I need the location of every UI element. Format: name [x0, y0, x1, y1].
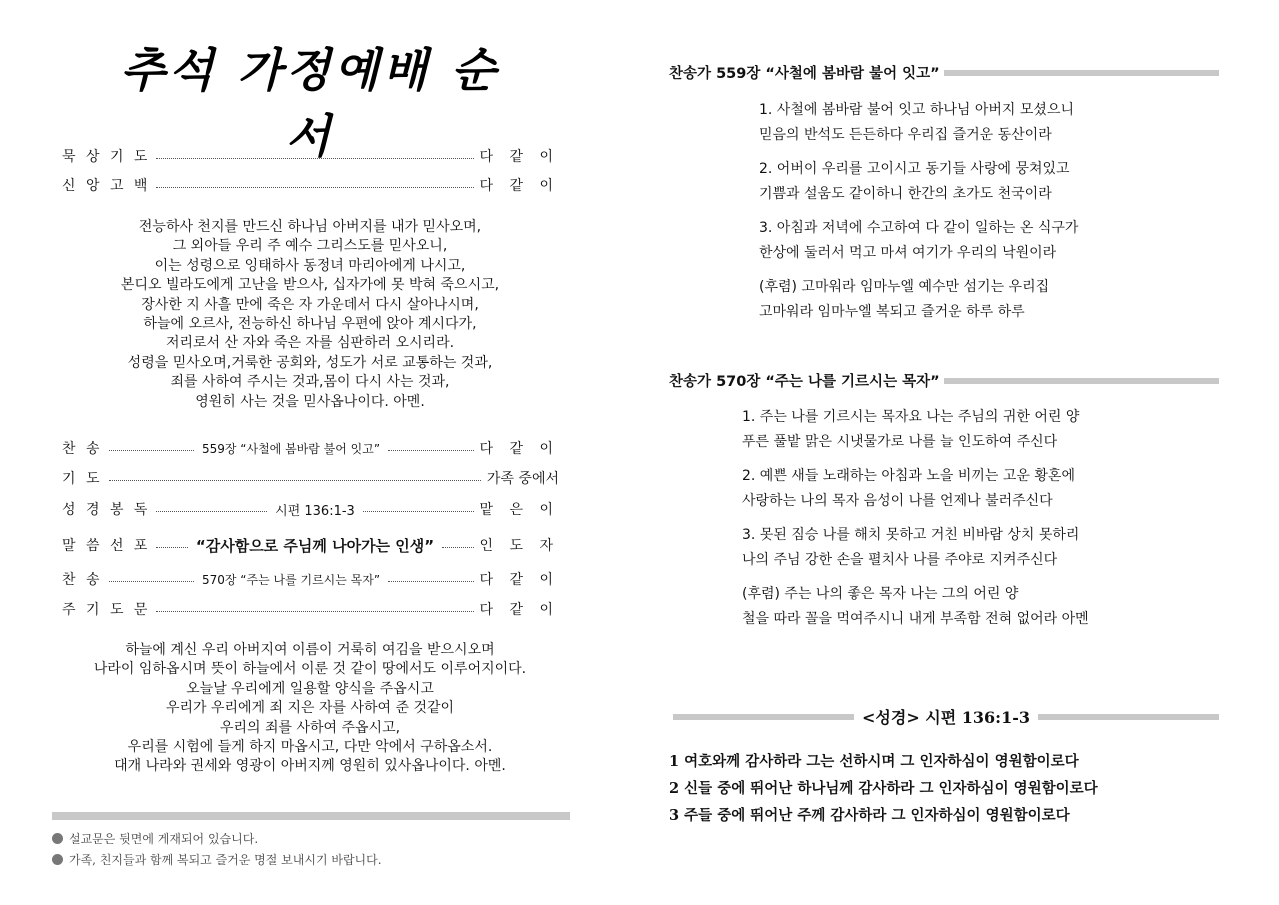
order-detail: 559장 “사철에 봄바람 불어 잇고” — [201, 441, 381, 456]
divider — [1038, 714, 1219, 720]
note-greeting — [52, 851, 382, 868]
order-row-scripture — [62, 498, 559, 520]
verse-line: 1. 사철에 봄바람 불어 잇고 하나님 아버지 모셨으니 — [759, 102, 1074, 118]
order-label: 주 기 도 문 — [62, 602, 151, 618]
prayer-line: 우리를 시험에 들게 하지 마옵시고, 다만 악에서 구하옵소서. — [127, 739, 493, 756]
page-title: 추석 가정예배 순서 — [120, 43, 500, 163]
leader-dots — [109, 450, 194, 451]
hymn-570-verses — [742, 405, 1089, 632]
leader-dots — [156, 158, 473, 159]
creed-line: 그 외아들 우리 주 예수 그리스도를 믿사오니, — [172, 238, 448, 255]
prayer-line: 오늘날 우리에게 일용할 양식을 주옵시고 — [186, 680, 434, 697]
chorus-line: (후렴) 주는 나의 좋은 목자 나는 그의 어린 양 — [742, 586, 1019, 602]
verse-line: 기쁨과 설움도 같이하니 한간의 초가도 천국이라 — [759, 186, 1052, 202]
order-row-sermon — [62, 534, 559, 556]
sermon-title: “감사함으로 주님께 나아가는 인생” — [195, 536, 435, 555]
order-row-hymn-1 — [62, 437, 559, 459]
scripture-verse: 1 여호와께 감사하라 그는 선하시며 그 인자하심이 영원함이로다 — [669, 753, 1079, 770]
order-label: 찬 송 — [62, 572, 103, 588]
verse-line: 3. 아침과 저녁에 수고하여 다 같이 일하는 온 식구가 — [759, 220, 1079, 236]
verse-line: 푸른 풀밭 맑은 시냇물가로 나를 늘 인도하여 주신다 — [742, 434, 1058, 450]
leader-dots — [156, 187, 473, 188]
leader-dots — [442, 547, 473, 548]
order-label: 말 씀 선 포 — [62, 538, 151, 554]
hymn-heading-text: 찬송가 559장 “사철에 봄바람 불어 잇고” — [669, 66, 940, 82]
hymn-heading-text: 찬송가 570장 “주는 나를 기르시는 목자” — [669, 374, 940, 390]
prayer-line: 우리의 죄를 사하여 주옵시고, — [219, 719, 401, 736]
bullet-icon — [52, 854, 63, 865]
leader-dots — [388, 581, 473, 582]
verse-line: 2. 예쁜 새들 노래하는 아침과 노을 비끼는 고운 황혼에 — [742, 468, 1075, 484]
creed-line: 죄를 사하여 주시는 것과,몸이 다시 사는 것과, — [170, 374, 450, 391]
order-row-prayer — [62, 467, 559, 489]
order-detail: 570장 “주는 나를 기르시는 목자” — [201, 572, 381, 587]
divider — [944, 378, 1219, 384]
order-performer: 가족 중에서 — [486, 471, 559, 487]
order-label: 묵 상 기 도 — [62, 149, 151, 165]
creed-line: 성령을 믿사오며,거룩한 공회와, 성도가 서로 교통하는 것과, — [127, 354, 493, 371]
verse-line: 나의 주님 강한 손을 펼치사 나를 주야로 지켜주신다 — [742, 552, 1058, 568]
creed-line: 이는 성령으로 잉태하사 동정녀 마리아에게 나시고, — [154, 257, 466, 274]
creed-line: 하늘에 오르사, 전능하신 하나님 우편에 앉아 계시다가, — [143, 316, 477, 333]
verse-line: 사랑하는 나의 목자 음성이 나를 언제나 불러주신다 — [742, 493, 1053, 509]
leader-dots — [109, 480, 481, 481]
leader-dots — [109, 581, 194, 582]
leader-dots — [388, 450, 473, 451]
order-row-hymn-2 — [62, 568, 559, 590]
order-label: 기 도 — [62, 471, 103, 487]
verse-line: 1. 주는 나를 기르시는 목자요 나는 주님의 귀한 어린 양 — [742, 409, 1080, 425]
order-row-lords-prayer — [62, 598, 559, 620]
order-performer: 인 도 자 — [479, 538, 559, 554]
order-detail: 시편 136:1-3 — [275, 503, 355, 519]
divider — [673, 714, 854, 720]
order-performer: 다 같 이 — [479, 572, 559, 588]
prayer-line: 대개 나라와 권세와 영광이 아버지께 영원히 있사옵나이다. 아멘. — [114, 758, 506, 775]
chorus-line: 철을 따라 꼴을 먹여주시니 내게 부족함 전혀 없어라 아멘 — [742, 611, 1089, 627]
order-label: 성 경 봉 독 — [62, 502, 151, 518]
lords-prayer — [50, 641, 570, 777]
leader-dots — [363, 511, 474, 512]
creed-line: 본디오 빌라도에게 고난을 받으사, 십자가에 못 박혀 죽으시고, — [120, 277, 500, 294]
order-row-silent-prayer — [62, 145, 559, 167]
hymn-559-heading — [669, 62, 1219, 83]
prayer-line: 나라이 임하옵시며 뜻이 하늘에서 이룬 것 같이 땅에서도 이루어지이다. — [93, 661, 527, 678]
note-sermon — [52, 830, 258, 847]
note-text: 가족, 친지들과 함께 복되고 즐거운 명절 보내시기 바랍니다. — [69, 853, 382, 867]
chorus-line: 고마워라 임마누엘 복되고 즐거운 하루 하루 — [759, 304, 1025, 320]
scripture-heading-text: <성경> 시편 136:1-3 — [862, 708, 1030, 727]
verse-line: 2. 어버이 우리를 고이시고 동기들 사랑에 뭉쳐있고 — [759, 161, 1070, 177]
creed-line: 저리로서 산 자와 죽은 자를 심판하러 오시리라. — [165, 335, 455, 352]
hymn-570-heading — [669, 370, 1219, 391]
divider — [944, 70, 1219, 76]
order-performer: 다 같 이 — [479, 149, 559, 165]
note-text: 설교문은 뒷면에 게재되어 있습니다. — [69, 832, 259, 846]
verse-line: 3. 못된 짐승 나를 해치 못하고 거친 비바람 상치 못하리 — [742, 527, 1080, 543]
order-label: 신 앙 고 백 — [62, 178, 151, 194]
apostles-creed — [50, 218, 570, 412]
creed-line: 전능하사 천지를 만드신 하나님 아버지를 내가 믿사오며, — [138, 219, 482, 235]
bullet-icon — [52, 833, 63, 844]
leader-dots — [156, 611, 473, 612]
leader-dots — [156, 547, 187, 548]
order-performer: 다 같 이 — [479, 178, 559, 194]
hymn-559-verses — [759, 98, 1078, 325]
verse-line: 믿음의 반석도 든든하다 우리집 즐거운 동산이라 — [759, 127, 1052, 143]
creed-line: 영원히 사는 것을 믿사옵나이다. 아멘. — [195, 393, 425, 410]
divider — [52, 812, 570, 820]
prayer-line: 하늘에 계신 우리 아버지여 이름이 거룩히 여김을 받으시오며 — [125, 642, 495, 658]
scripture-verse: 2 신들 중에 뛰어난 하나님께 감사하라 그 인자하심이 영원함이로다 — [669, 780, 1098, 797]
creed-line: 장사한 지 사흘 만에 죽은 자 가운데서 다시 살아나시며, — [141, 296, 479, 313]
scripture-heading — [673, 705, 1219, 728]
prayer-line: 우리가 우리에게 죄 지은 자를 사하여 준 것같이 — [165, 700, 455, 717]
order-performer: 다 같 이 — [479, 602, 559, 618]
leader-dots — [156, 511, 267, 512]
order-performer: 맡 은 이 — [479, 502, 559, 518]
verse-line: 한상에 둘러서 먹고 마셔 여기가 우리의 낙원이라 — [759, 245, 1057, 261]
chorus-line: (후렴) 고마워라 임마누엘 예수만 섬기는 우리집 — [759, 279, 1050, 295]
order-label: 찬 송 — [62, 441, 103, 457]
scripture-verse: 3 주들 중에 뛰어난 주께 감사하라 그 인자하심이 영원함이로다 — [669, 807, 1070, 824]
order-row-creed — [62, 174, 559, 196]
order-performer: 다 같 이 — [479, 441, 559, 457]
